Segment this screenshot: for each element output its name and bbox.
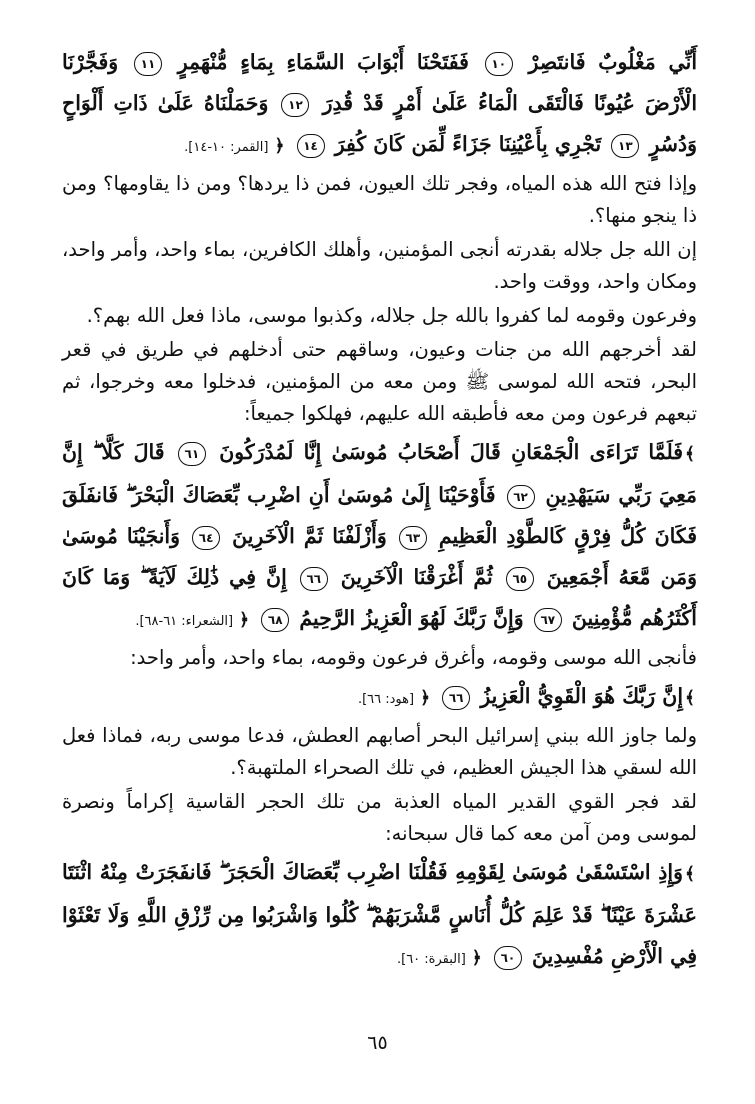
paragraph: لقد فجر القوي القدير المياه العذبة من تلك الحجر القاسية إكراماً ونصرة لموسى ومن آمن معه كما قال سبحانه: [62,790,697,845]
ayah-number: ١٤ [297,134,325,158]
quran-verse [62,432,697,642]
verse-text: فَلَمَّا تَرَاءَى الْجَمْعَانِ قَالَ أَصْحَابُ مُوسَىٰ إِنَّا لَمُدْرَكُونَ [219,440,684,464]
ayah-number: ١٠ [485,52,513,76]
quran-verse [62,676,697,720]
quran-close-bracket: ﴿ [420,688,431,708]
quran-close-bracket: ﴿ [239,610,250,630]
ayah-number: ٦٥ [506,567,534,591]
verse-text: فَفَتَحْنَا أَبْوَابَ السَّمَاءِ بِمَاءٍ مُّنْهَمِرٍ [177,50,469,74]
ayah-number: ١١ [134,52,162,76]
paragraph: لقد أخرجهم الله من جنات وعيون، وساقهم حتى أدخلهم في طريق في قعر البحر، فتحه الله لموسى ﷺ ومن معه من المؤمنين، فدخلوا معه وخرجوا، ثم تبعهم فرعون ومن معه فأطبقه الله عليهم، فهلكوا جميعاً: [62,338,697,425]
ayah-number: ٦٠ [494,946,522,970]
ayah-number: ٦٦ [442,686,470,710]
paragraph: وفرعون وقومه لما كفروا بالله جل جلاله، وكذبوا موسى، ماذا فعل الله بهم؟. [86,304,697,327]
paragraph: ولما جاوز الله ببني إسرائيل البحر أصابهم العطش، فدعا موسى ربه، فماذا فعل الله لسقي هذا الجيش العظيم، في تلك الصحراء الملتهبة؟. [62,724,697,779]
ayah-number: ٦٧ [534,608,562,632]
page-number: ٦٥ [367,1032,388,1054]
ayah-number: ١٣ [611,134,639,158]
paragraph: وإذا فتح الله هذه المياه، وفجر تلك العيون، فمن ذا يردها؟ ومن ذا يقاومها؟ ومن ذا ينجو منها؟. [62,172,697,227]
ayah-number: ٦٣ [399,526,427,550]
quran-open-bracket: ﴾ [685,444,695,464]
verse-reference: [الشعراء: ٦١-٦٨]. [135,614,234,629]
quran-close-bracket: ﴿ [274,136,285,156]
verse-reference: [هود: ٦٦]. [357,692,415,707]
ayah-number: ٦٤ [192,526,220,550]
verse-reference: [القمر: ١٠-١٤]. [184,140,269,155]
paragraph: إن الله جل جلاله بقدرته أنجى المؤمنين، وأهلك الكافرين، بماء واحد، وأمر واحد، ومكان واحد، ووقت واحد. [62,238,697,293]
verse-text: قَالَ كَلَّا ۖ إِنَّ مَعِيَ رَبِّي سَيَهْدِينِ [62,440,697,507]
ayah-number: ١٢ [281,93,309,117]
verse-text: أَنِّي مَغْلُوبٌ فَانتَصِرْ [528,50,698,74]
ayah-number: ٦٨ [261,608,289,632]
verse-reference: [البقرة: ٦٠]. [396,952,466,967]
quran-close-bracket: ﴿ [471,948,482,968]
verse-text: ثُمَّ أَغْرَقْنَا الْآخَرِينَ [340,565,493,589]
verse-text: إِنَّ فِي ذَٰلِكَ لَآيَةً ۖ وَمَا كَانَ أَكْثَرُهُم مُّؤْمِنِينَ [62,565,697,630]
page-body [62,42,697,1044]
ayah-number: ٦١ [178,442,206,466]
verse-text: فَأَوْحَيْنَا إِلَىٰ مُوسَىٰ أَنِ اضْرِب بِّعَصَاكَ الْبَحْرَ ۖ فَانفَلَقَ فَكَانَ كُلُّ فِرْقٍ كَالطَّوْدِ الْعَظِيمِ [62,483,698,548]
verse-text: إِنَّ رَبَّكَ هُوَ الْقَوِيُّ الْعَزِيزُ [480,684,684,708]
verse-text: وَأَزْلَفْنَا ثَمَّ الْآخَرِينَ [232,524,387,548]
quran-verse [62,42,697,168]
verse-text: وَأَنجَيْنَا مُوسَىٰ وَمَن مَّعَهُ أَجْمَعِينَ [62,524,698,589]
quran-verse [62,852,697,980]
verse-text: وَفَجَّرْنَا الْأَرْضَ عُيُونًا فَالْتَقَى الْمَاءُ عَلَىٰ أَمْرٍ قَدْ قُدِرَ [62,50,698,115]
quran-open-bracket: ﴾ [685,688,695,708]
verse-text: وَإِنَّ رَبَّكَ لَهُوَ الْعَزِيزُ الرَّحِيمُ [299,606,524,630]
verse-text: وَإِذِ اسْتَسْقَىٰ مُوسَىٰ لِقَوْمِهِ فَقُلْنَا اضْرِب بِّعَصَاكَ الْحَجَرَ ۖ فَانفَجَرَتْ مِنْهُ اثْنَتَا عَشْرَةَ عَيْنًا ۖ قَدْ عَلِمَ كُلُّ أُنَاسٍ مَّشْرَبَهُمْ ۖ كُلُوا وَاشْرَبُوا مِن رِّزْقِ اللَّهِ وَلَا تَعْثَوْا فِي الْأَرْضِ مُفْسِدِينَ [62,860,697,968]
verse-text: تَجْرِي بِأَعْيُنِنَا جَزَاءً لِّمَن كَانَ كُفِرَ [334,132,602,156]
ayah-number: ٦٢ [507,485,535,509]
ayah-number: ٦٦ [300,567,328,591]
paragraph: فأنجى الله موسى وقومه، وأغرق فرعون وقومه، بماء واحد، وأمر واحد: [130,646,697,669]
quran-open-bracket: ﴾ [685,864,695,884]
verse-text: وَحَمَلْنَاهُ عَلَىٰ ذَاتِ أَلْوَاحٍ وَدُسُرٍ [62,91,697,156]
